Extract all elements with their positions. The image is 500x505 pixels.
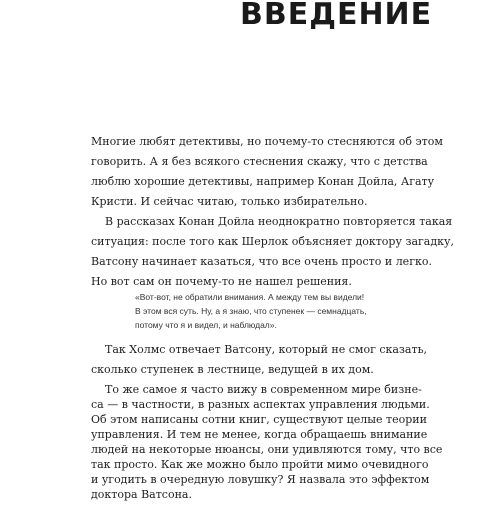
text-line: В рассказах Конан Дойла неоднократно повторяется такая — [105, 215, 453, 228]
text-line: са — в частности, в разных аспектах управления людьми. — [91, 398, 430, 411]
quotation-block — [135, 290, 409, 332]
quote-line: потому что я и видел, и наблюдал». — [135, 320, 277, 330]
text-line: Об этом написаны сотни книг, существуют целые теории — [91, 413, 427, 426]
paragraph-1 — [91, 132, 443, 212]
text-line: Ватсону начинает казаться, что все очень просто и легко. — [91, 255, 432, 268]
text-line: управления. И тем не менее, когда обращаешь внимание — [91, 428, 428, 441]
text-line: ситуация: после того как Шерлок объясняет доктору загадку, — [91, 235, 454, 248]
text-line: доктора Ватсона. — [91, 488, 192, 501]
quote-line: В этом вся суть. Ну, а я знаю, что ступенек — семнадцать, — [135, 306, 367, 316]
text-line: люблю хорошие детективы, например Конан Дойла, Агату — [91, 175, 435, 188]
paragraph-4 — [91, 380, 443, 501]
text-line: Но вот сам он почему-то не нашел решения. — [91, 275, 352, 288]
text-line: Кристи. И сейчас читаю, только избирательно. — [91, 195, 368, 208]
text-line: Так Холмс отвечает Ватсону, который не смог сказать, — [105, 343, 428, 356]
text-line: так просто. Как же можно было пройти мимо очевидного — [91, 458, 429, 471]
text-line: Многие любят детективы, но почему-то стесняются об этом — [91, 135, 443, 148]
text-line: и угодить в очередную ловушку? Я назвала это эффектом — [91, 473, 430, 486]
quote-line: «Вот-вот, не обратили внимания. А между тем вы видели! — [135, 292, 365, 302]
paragraph-2 — [91, 212, 454, 292]
text-line: сколько ступенек в лестнице, ведущей в их дом. — [91, 363, 374, 376]
chapter-heading: ВВЕДЕНИЕ — [240, 0, 433, 32]
paragraph-3 — [91, 340, 428, 380]
text-line: людей на некоторые нюансы, они удивляются тому, что все — [91, 443, 443, 456]
text-line: То же самое я часто вижу в современном мире бизне- — [105, 383, 422, 396]
text-line: говорить. А я без всякого стеснения скажу, что с детства — [91, 155, 428, 168]
